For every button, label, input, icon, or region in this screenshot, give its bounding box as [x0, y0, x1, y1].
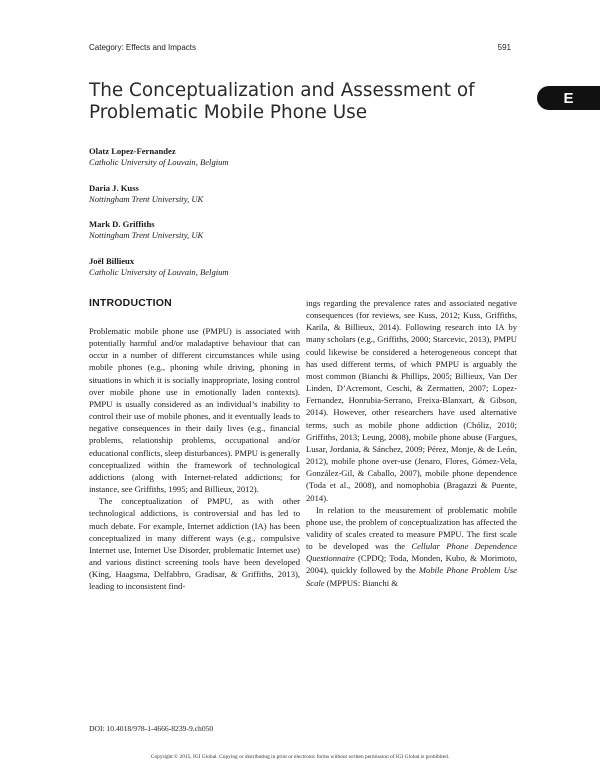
author-affiliation: Nottingham Trent University, UK — [89, 194, 204, 204]
author-name: Mark D. Griffiths — [89, 219, 155, 229]
author-block — [89, 219, 389, 241]
author-affiliation: Nottingham Trent University, UK — [89, 230, 204, 240]
body-paragraph: Problematic mobile phone use (PMPU) is associated with potentially harmful and/or maladaptive behaviour that can occur in a number of different circumstances while using mobile phones (e.g., phoning while driving, phoning in situations in which it is socially inappropriate, losing control over mobile phone use in emotionally laden contexts). PMPU is usually considered as an individual’s inability to control their use of mobile phones, and it eventually leads to negative consequences in their daily lives (e.g., financial problems, relationship problems, occupational and/or educational conflicts, sleep disturbances). PMPU is generally conceptualized within the framework of technological addictions (along with Internet-related addictions; for instance, see Griffiths, 1995; and Billieux, 2012). — [89, 326, 300, 495]
chapter-title: The Conceptualization and Assessment of Problematic Mobile Phone Use — [89, 80, 475, 123]
author-name: Daria J. Kuss — [89, 183, 139, 193]
running-header-category: Category: Effects and Impacts — [89, 43, 197, 52]
body-text: (MPPUS: Bianchi & — [324, 577, 398, 588]
body-paragraph — [306, 504, 517, 589]
page-number: 591 — [497, 43, 511, 52]
section-tab: E — [537, 86, 600, 110]
copyright-notice: Copyright © 2015, IGI Global. Copying or distributing in print or electronic forms without written permission of IGI Global is prohibited. — [150, 754, 450, 760]
author-block — [89, 146, 389, 168]
left-column — [89, 325, 300, 592]
body-text: (CPDQ; Toda, Monden, Kubo, & Morimoto, 2004), quickly followed by the — [306, 553, 517, 576]
section-heading: INTRODUCTION — [89, 297, 172, 309]
author-name: Olatz Lopez-Fernandez — [89, 146, 176, 156]
body-text: In relation to the measurement of problematic mobile phone use, the problem of conceptualization has affected the validity of scales created to measure PMPU. The first scale to be developed was the — [306, 504, 517, 552]
author-affiliation: Catholic University of Louvain, Belgium — [89, 267, 229, 277]
author-block — [89, 183, 389, 205]
scale-name: Cellular Phone Dependence Questionnaire — [306, 541, 517, 564]
author-block — [89, 256, 389, 278]
scale-name: Mobile Phone Problem Use Scale — [306, 565, 517, 588]
author-affiliation: Catholic University of Louvain, Belgium — [89, 157, 229, 167]
author-name: Joël Billieux — [89, 256, 135, 266]
doi: DOI: 10.4018/978-1-4666-8239-9.ch050 — [89, 724, 214, 733]
right-column — [306, 297, 517, 589]
body-paragraph: ings regarding the prevalence rates and associated negative consequences (for reviews, see Kuss, 2012; Kuss, Griffiths, Karila, & Billieux, 2014). Following research into IA by many scholars (e.g., Griffiths, 2000; Starcevic, 2013), PMPU could likewise be considered a heterogeneous concept that has used different terms, of which PMPU is arguably the most common (Bianchi & Phillips, 2005; Billieux, Van Der Linden, D’Acremont, Ceschi, & Zermatten, 2007; Lopez-Fernandez, Honrubia-Serrano, Freixa-Blanxart, & Gibson, 2014). However, other researchers have used alternative terms, such as mobile phone addiction (Chóliz, 2010; Griffiths, 2013; Leung, 2008), mobile phone abuse (Fargues, Lusar, Jordania, & Sánchez, 2009; Pérez, Monje, & de León, 2012), mobile phone over-use (Jenaro, Flores, Gómez-Vela, González-Gil, & Caballo, 2007), mobile phone dependence (Toda et al., 2008), and nomophobia (Bragazzi & Puente, 2014). — [306, 298, 517, 503]
body-paragraph: The conceptualization of PMPU, as with other technological addictions, is controversial and has led to much debate. For example, Internet addiction (IA) has been conceptualized in many different ways (e.g., compulsive Internet use, Internet Use Disorder, problematic Internet use) and various distinct screening tools have been developed (King, Haagsma, Delfabbro, Gradisar, & Griffiths, 2013), leading to inconsistent find- — [89, 496, 300, 592]
